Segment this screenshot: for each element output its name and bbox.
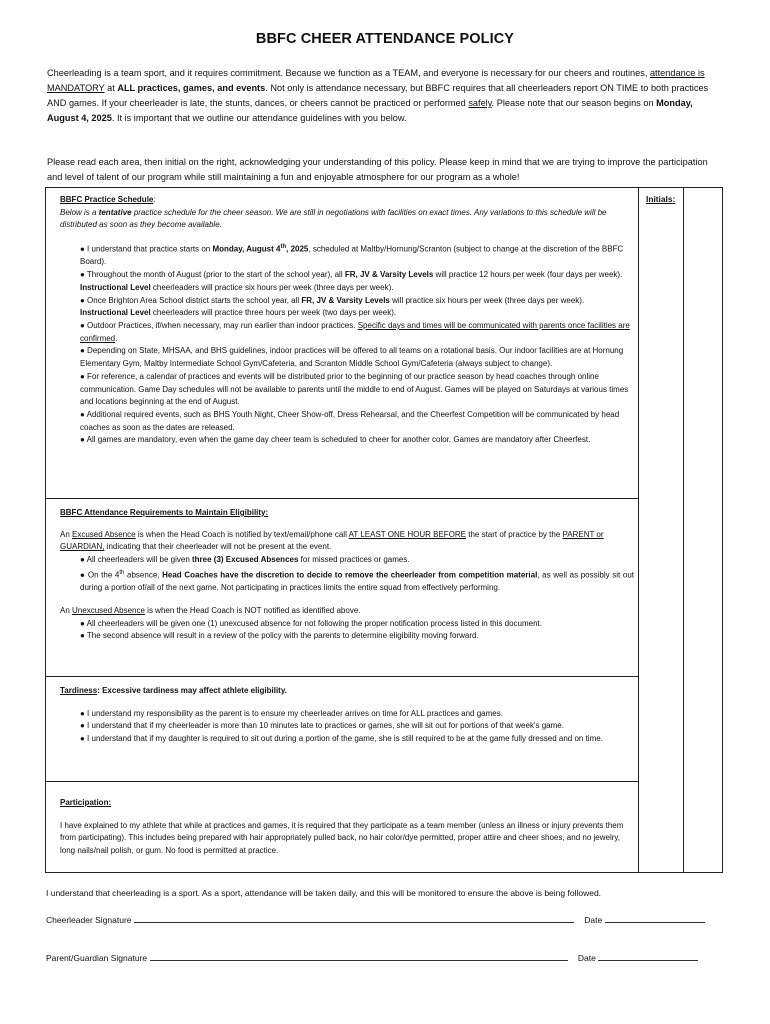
tardiness-bullet: ● I understand that if my daughter is required to sit out during a portion of the game, she is still required to be at the game fully dressed and on time. bbox=[80, 734, 603, 744]
excused-text: the start of practice by the bbox=[466, 529, 563, 539]
intro-underline-safely: safely bbox=[468, 98, 492, 108]
excused-bullet: , as well as possibly sit out during a portion of/all of the next game. Not participating in practices limits the entire squad from effectively performing. bbox=[80, 570, 634, 593]
unexcused-bullet: ● All cheerleaders will be given one (1) unexcused absence for not following the proper notification process listed in this document. bbox=[80, 618, 542, 628]
date-label: Date bbox=[584, 915, 603, 925]
intro-text: . Please note that our season begins on bbox=[491, 98, 657, 108]
practice-start-date: Monday, August 4 bbox=[212, 244, 281, 254]
unexcused-text: is when the Head Coach is NOT notified as identified above. bbox=[144, 605, 361, 615]
instructional-level-bold: Instructional Level bbox=[80, 282, 151, 292]
ordinal-suffix: th bbox=[119, 569, 125, 576]
excused-bullet: ● All cheerleaders will be given bbox=[80, 555, 192, 565]
practice-bullet: , scheduled at Maltby/Hornung/Scranton (subject to change at the discretion of the BBFC Board). bbox=[80, 244, 624, 267]
parent-date-line[interactable] bbox=[598, 951, 698, 961]
practice-bullet: ● Outdoor Practices, if/when necessary, may run earlier than indoor practices. bbox=[80, 320, 358, 330]
practice-bullet: will practice 12 hours per week (four days per week). bbox=[433, 270, 623, 280]
practice-bullet: . bbox=[115, 333, 118, 343]
practice-bullet: ● Additional required events, such as BHS Youth Night, Cheer Show-off, Dress Rehearsal, and the Cheerfest Competition will be communicated by head coaches as soon as the dates are released. bbox=[80, 409, 620, 432]
intro-season-date: Monday, August 4, 2025 bbox=[47, 98, 693, 123]
row-divider bbox=[46, 498, 638, 499]
policy-table bbox=[45, 187, 723, 873]
coach-discretion: Head Coaches have the discretion to decide to remove the cheerleader from competition material bbox=[162, 570, 538, 580]
intro-text: at bbox=[104, 83, 118, 93]
practice-bullet: ● Throughout the month of August (prior to the start of the school year), all bbox=[80, 270, 345, 280]
parent-signature-line[interactable] bbox=[150, 951, 568, 961]
tardiness-bullet: ● I understand my responsibility as the parent is to ensure my cheerleader arrives on time for ALL practices and games. bbox=[80, 708, 503, 718]
intro-paragraph bbox=[47, 66, 723, 126]
participation-section bbox=[60, 797, 634, 858]
practice-bullet: ● For reference, a calendar of practices and events will be distributed prior to the beginning of our practice season by head coaches through online communication. Game Day schedules will not be available to parents until the middle to end of August. Games will be played on Saturdays at various times and locations beginning at the end of August. bbox=[80, 371, 629, 407]
excused-text: indicating that their cheerleader will not be present at the event. bbox=[104, 542, 332, 552]
attendance-section bbox=[60, 507, 634, 643]
practice-start-year: , 2025 bbox=[286, 244, 309, 254]
participation-heading: Participation: bbox=[60, 798, 112, 807]
excused-count: three (3) Excused Absences bbox=[192, 555, 299, 565]
cheerleader-date-line[interactable] bbox=[605, 913, 705, 923]
levels-bold: FR, JV & Varsity Levels bbox=[344, 270, 434, 280]
intro-text: . It is important that we outline our attendance guidelines with you below. bbox=[111, 113, 407, 123]
excused-absence-term: Excused Absence bbox=[72, 529, 136, 539]
practice-note-tentative: tentative bbox=[98, 207, 132, 217]
excused-bullet: ● On the 4 bbox=[80, 570, 120, 580]
instructional-level-bold: Instructional Level bbox=[80, 308, 151, 318]
unexcused-text: An bbox=[60, 605, 73, 615]
unexcused-bullet: ● The second absence will result in a review of the policy with the parents to determine eligibility moving forward. bbox=[80, 631, 479, 641]
attendance-heading: BBFC Attendance Requirements to Maintain Eligibility: bbox=[60, 508, 269, 517]
cheerleader-signature-label: Cheerleader Signature bbox=[46, 915, 132, 925]
practice-schedule-section bbox=[60, 194, 634, 447]
practice-schedule-heading: BBFC Practice Schedule bbox=[60, 195, 154, 204]
levels-bold: FR, JV & Varsity Levels bbox=[301, 295, 390, 305]
parent-guardian: PARENT or GUARDIAN, bbox=[60, 529, 604, 552]
acknowledgement-statement: I understand that cheerleading is a sport. As a sport, attendance will be taken daily, and this will be monitored to ensure the above is being followed. bbox=[46, 888, 602, 898]
practice-bullet: cheerleaders will practice six hours per week (three days per week). bbox=[150, 282, 394, 292]
initials-header: Initials: bbox=[646, 194, 676, 204]
heading-colon: : bbox=[153, 195, 156, 204]
practice-bullet: ● Depending on State, MHSAA, and BHS guidelines, indoor practices will be offered to all teams on a rotational basis. Our indoor facilities are at Hornung Elementary Gym, Maltby Intermediate School Gym/Cafeteria, and Scranton Middle School Gym/Cafeteria (always subject to change). bbox=[80, 346, 624, 369]
one-hour-notice: AT LEAST ONE HOUR BEFORE bbox=[348, 529, 466, 539]
page-title: BBFC CHEER ATTENDANCE POLICY bbox=[255, 31, 515, 47]
tardiness-heading: Tardiness bbox=[60, 686, 98, 695]
ordinal-suffix: th bbox=[280, 244, 287, 251]
excused-bullet: absence, bbox=[124, 570, 163, 580]
tardiness-section bbox=[60, 685, 634, 746]
cheerleader-signature-row bbox=[46, 913, 705, 925]
intro-bold-practices: ALL practices, games, and events bbox=[117, 83, 266, 93]
column-divider bbox=[638, 188, 639, 872]
parent-signature-label: Parent/Guardian Signature bbox=[46, 953, 148, 963]
practice-bullet: cheerleaders will practice three hours per week (two days per week). bbox=[150, 308, 397, 318]
tardiness-heading-rest: : Excessive tardiness may affect athlete eligibility. bbox=[97, 686, 287, 695]
date-label: Date bbox=[577, 953, 596, 963]
excused-text: An bbox=[60, 529, 73, 539]
practice-note: Below is a bbox=[60, 207, 99, 217]
instructions-paragraph: Please read each area, then initial on the right, acknowledging your understanding of this policy. Please keep in mind that we are trying to improve the participation and level of talent of our program while still maintaining a fun and enjoyable atmosphere for our program as a whole! bbox=[47, 157, 708, 182]
excused-text: is when the Head Coach is notified by text/email/phone call bbox=[135, 529, 349, 539]
column-divider bbox=[683, 188, 684, 872]
tardiness-bullet: ● I understand that if my cheerleader is more than 10 minutes late to practices or games, she will sit out for portions of that week's game. bbox=[80, 721, 564, 731]
practice-bullet: ● I understand that practice starts on bbox=[80, 244, 213, 254]
row-divider bbox=[46, 781, 638, 782]
practice-bullet: ● Once Brighton Area School district starts the school year, all bbox=[80, 295, 302, 305]
outdoor-practice-note: Specific days and times will be communicated with parents once facilities are confirmed bbox=[80, 320, 630, 343]
excused-bullet: for missed practices or games. bbox=[298, 555, 410, 565]
intro-text: Cheerleading is a team sport, and it requires commitment. Because we function as a TEAM, and everyone is necessary for our cheers and routines, bbox=[47, 68, 650, 78]
unexcused-absence-term: Unexcused Absence bbox=[72, 605, 145, 615]
practice-bullet: ● All games are mandatory, even when the game day cheer team is scheduled to cheer for another color. Games are mandatory after Cheerfest. bbox=[80, 435, 591, 445]
intro-text: . Not only is attendance necessary, but BBFC requires that all cheerleaders report ON TIME to both practices AND games. If your cheerleader is late, the stunts, dances, or cheers cannot be practiced or performed bbox=[47, 83, 709, 108]
intro-underline-mandatory: attendance is MANDATORY bbox=[47, 68, 705, 93]
cheerleader-signature-line[interactable] bbox=[134, 913, 574, 923]
participation-text: I have explained to my athlete that while at practices and games, it is required that they participate as a team member (unless an illness or injury prevents them from participating). This includes being prepared with hair appropriately pulled back, no hair color/dye permitted, proper attire and cheer shoes, and no jewelry, long nails/nail polish, or gum. No food is permitted at practice. bbox=[60, 820, 624, 856]
row-divider bbox=[46, 676, 638, 677]
parent-signature-row bbox=[46, 951, 698, 963]
practice-note: practice schedule for the cheer season. We are still in negotiations with facilities on exact times. Any variations to this schedule will be distributed as soon as they become available. bbox=[60, 207, 607, 230]
practice-bullet: will practice six hours per week (three days per week). bbox=[389, 295, 585, 305]
